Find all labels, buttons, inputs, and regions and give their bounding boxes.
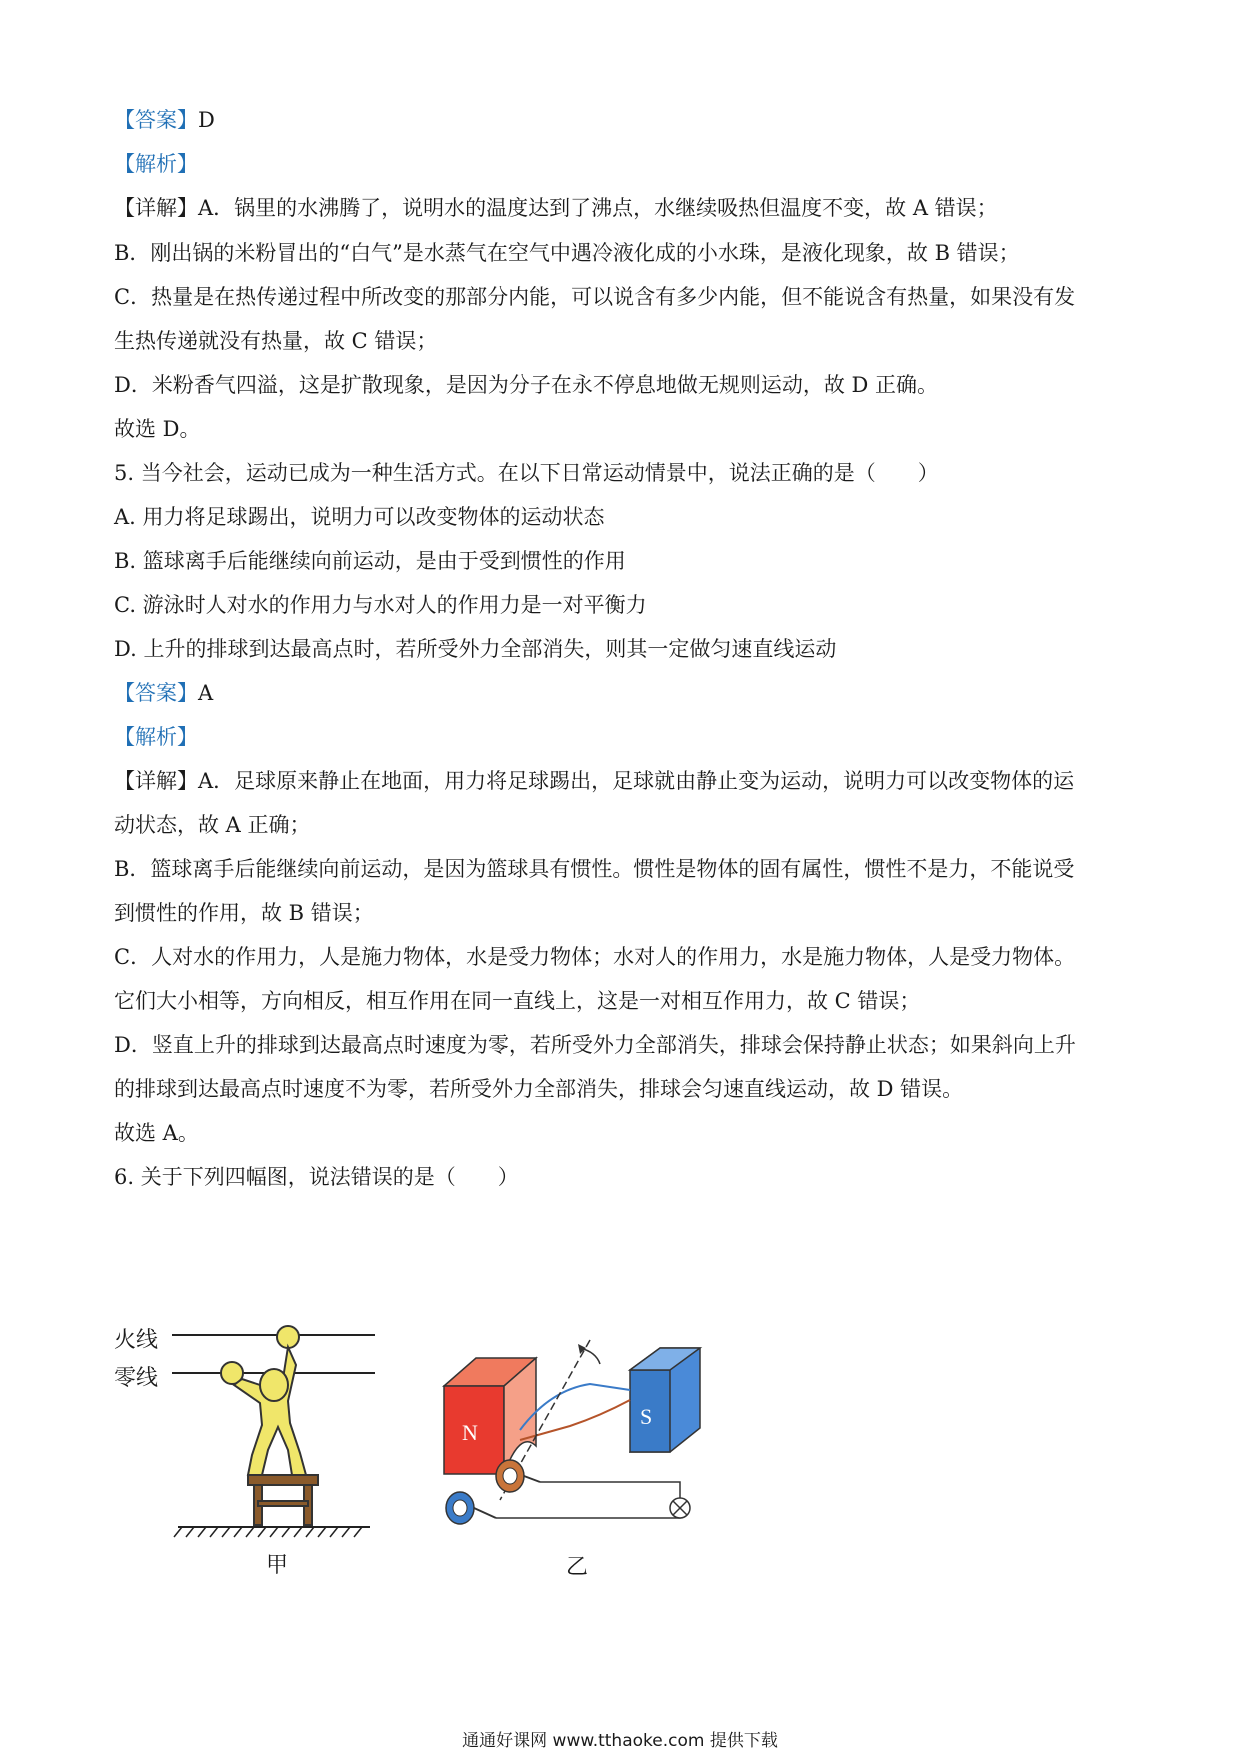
live-wire-label: 火线 bbox=[114, 1328, 159, 1353]
text-line: C．热量是在热传递过程中所改变的那部分内能，可以说含有多少内能，但不能说含有热量，如果没有发 bbox=[114, 285, 1076, 309]
answer-line bbox=[114, 678, 213, 708]
text-line: 动状态，故 A 正确； bbox=[114, 813, 311, 837]
analysis-line bbox=[114, 149, 198, 179]
option-d: D. 上升的排球到达最高点时，若所受外力全部消失，则其一定做匀速直线运动 bbox=[114, 637, 837, 661]
option-c: C. 游泳时人对水的作用力与水对人的作用力是一对平衡力 bbox=[114, 593, 647, 617]
analysis-tag: 【解析】 bbox=[114, 725, 198, 749]
pole-s-label: S bbox=[640, 1404, 653, 1429]
option-a: A. 用力将足球踢出，说明力可以改变物体的运动状态 bbox=[114, 505, 605, 529]
text-line: 的排球到达最高点时速度不为零，若所受外力全部消失，排球会匀速直线运动，故 D 错误。 bbox=[114, 1077, 964, 1101]
option-b: B. 篮球离手后能继续向前运动，是由于受到惯性的作用 bbox=[114, 549, 626, 573]
answer-value: A bbox=[198, 681, 214, 705]
text-line: 生热传递就没有热量，故 C 错误； bbox=[114, 329, 438, 353]
figure-yi-generator bbox=[440, 1330, 705, 1540]
figure-jia-person-on-stool bbox=[170, 1315, 385, 1545]
neutral-wire-label: 零线 bbox=[114, 1366, 159, 1391]
footer-text: 通通好课网 www.tthaoke.com 提供下载 bbox=[462, 1731, 778, 1751]
answer-value: D bbox=[198, 108, 215, 132]
answer-line bbox=[114, 105, 215, 135]
text-line: 它们大小相等，方向相反，相互作用在同一直线上，这是一对相互作用力，故 C 错误； bbox=[114, 989, 921, 1013]
text-line: B．刚出锅的米粉冒出的“白气”是水蒸气在空气中遇冷液化成的小水珠，是液化现象，故 B 错误； bbox=[114, 241, 1020, 265]
text-line: D．竖直上升的排球到达最高点时速度为零，若所受外力全部消失，排球会保持静止状态；如果斜向上升 bbox=[114, 1033, 1076, 1057]
analysis-tag: 【解析】 bbox=[114, 152, 198, 176]
text-line: B．篮球离手后能继续向前运动，是因为篮球具有惯性。惯性是物体的固有属性，惯性不是力，不能说受 bbox=[114, 857, 1075, 881]
text-line: C．人对水的作用力，人是施力物体，水是受力物体；水对人的作用力，水是施力物体，人是受力物体。 bbox=[114, 945, 1076, 969]
figure-yi-caption: 乙 bbox=[566, 1555, 589, 1580]
question-5: 5. 当今社会，运动已成为一种生活方式。在以下日常运动情景中，说法正确的是（ ） bbox=[114, 461, 939, 485]
analysis-line bbox=[114, 722, 198, 752]
pole-n-label: N bbox=[462, 1420, 478, 1445]
answer-tag: 【答案】 bbox=[114, 108, 198, 132]
text-line: 故选 A。 bbox=[114, 1121, 199, 1145]
figure-jia-caption: 甲 bbox=[266, 1553, 289, 1578]
text-line: 故选 D。 bbox=[114, 417, 201, 441]
text-line: D．米粉香气四溢，这是扩散现象，是因为分子在永不停息地做无规则运动，故 D 正确。 bbox=[114, 373, 939, 397]
text-line: 【详解】A．锅里的水沸腾了，说明水的温度达到了沸点，水继续吸热但温度不变，故 A 错误； bbox=[114, 196, 998, 220]
text-line: 到惯性的作用，故 B 错误； bbox=[114, 901, 374, 925]
answer-tag: 【答案】 bbox=[114, 681, 198, 705]
text-line: 【详解】A．足球原来静止在地面，用力将足球踢出，足球就由静止变为运动，说明力可以改变物体的运 bbox=[114, 769, 1075, 793]
question-6: 6. 关于下列四幅图，说法错误的是（ ） bbox=[114, 1165, 519, 1189]
